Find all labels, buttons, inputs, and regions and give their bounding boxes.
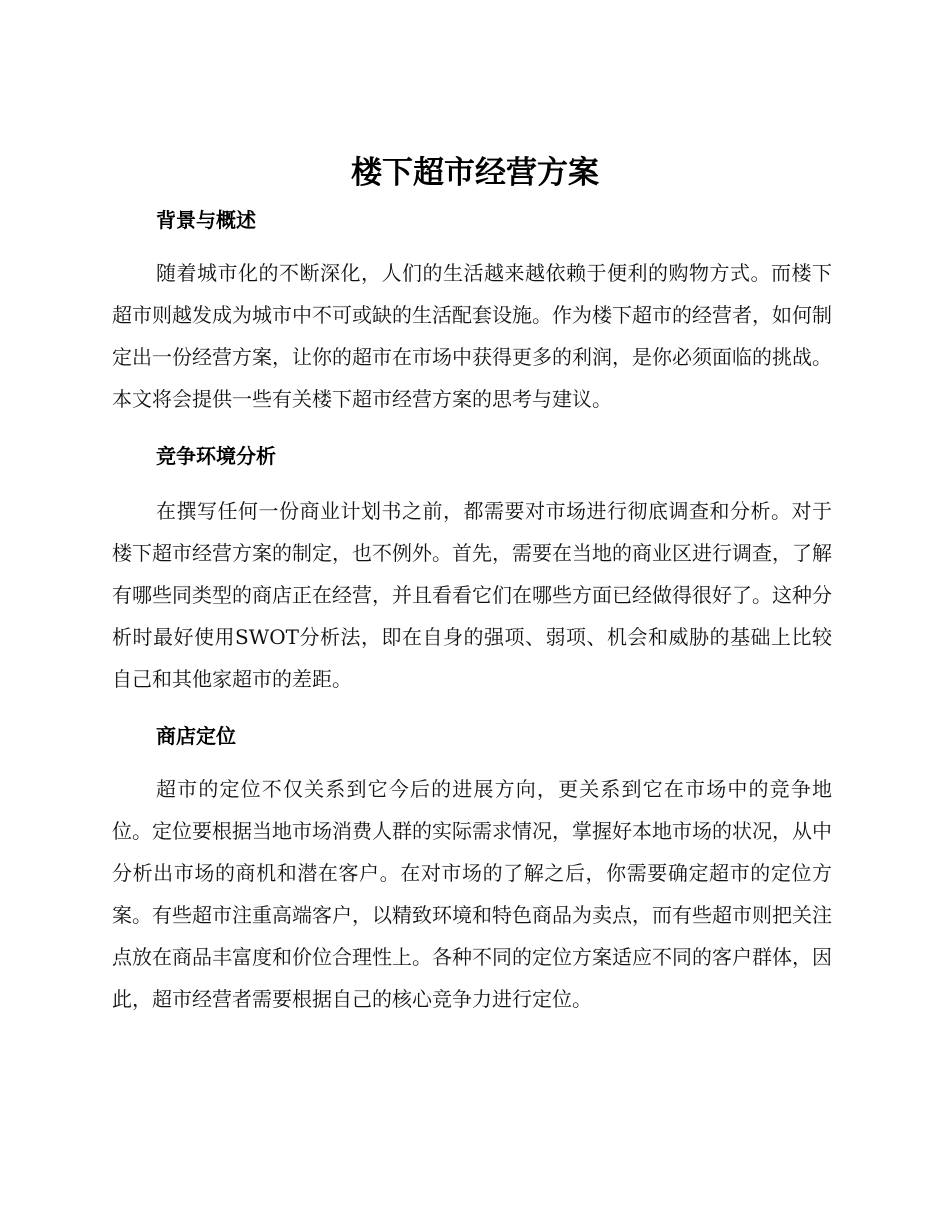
section-paragraph-competition: 在撰写任何一份商业计划书之前，都需要对市场进行彻底调查和分析。对于楼下超市经营方案的制定，也不例外。首先，需要在当地的商业区进行调查，了解有哪些同类型的商店正在经营，并且看看它们在哪些方面已经做得很好了。这种分析时最好使用SWOT分析法，即在自身的强项、弱项、机会和威胁的基础上比较自己和其他家超市的差距。 (112, 499, 832, 691)
section-paragraph-background: 随着城市化的不断深化，人们的生活越来越依赖于便利的购物方式。而楼下超市则越发成为城市中不可或缺的生活配套设施。作为楼下超市的经营者，如何制定出一份经营方案，让你的超市在市场中获得更多的利润，是你必须面临的挑战。本文将会提供一些有关楼下超市经营方案的思考与建议。 (112, 261, 832, 411)
section-heading-background: 背景与概述 (156, 208, 256, 232)
section-paragraph-positioning: 超市的定位不仅关系到它今后的进展方向，更关系到它在市场中的竞争地位。定位要根据当地市场消费人群的实际需求情况，掌握好本地市场的状况，从中分析出市场的商机和潜在客户。在对市场的了解之后，你需要确定超市的定位方案。有些超市注重高端客户，以精致环境和特色商品为卖点，而有些超市则把关注点放在商品丰富度和价位合理性上。各种不同的定位方案适应不同的客户群体，因此，超市经营者需要根据自己的核心竞争力进行定位。 (112, 777, 832, 1011)
section-heading-competition: 竞争环境分析 (156, 444, 276, 468)
section-heading-positioning: 商店定位 (156, 724, 236, 748)
document-title: 楼下超市经营方案 (351, 155, 599, 191)
